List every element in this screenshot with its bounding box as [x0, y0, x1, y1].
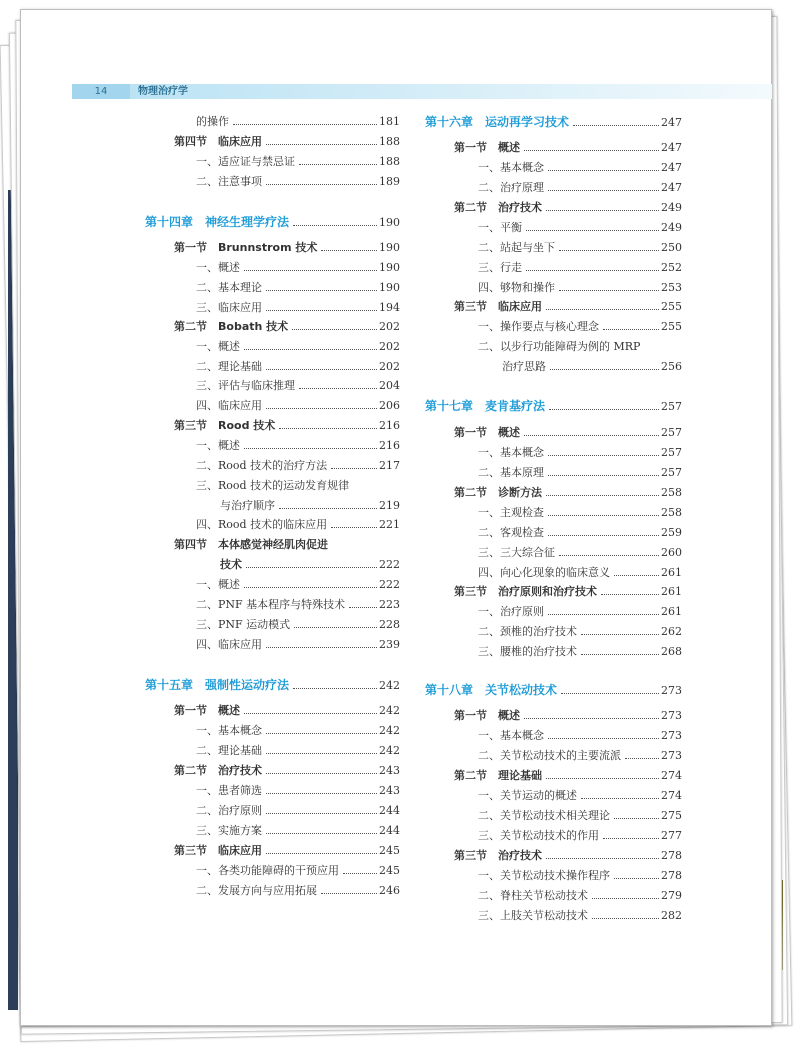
toc-item-entry [196, 616, 400, 635]
toc-section-entry [454, 847, 682, 866]
toc-page-number: 188 [379, 155, 400, 168]
toc-item-entry [478, 338, 640, 357]
toc-entry-title: 四、向心化现象的临床意义 [478, 566, 610, 579]
dot-leader [266, 310, 377, 311]
dot-leader [548, 190, 659, 191]
toc-entry-title: 二、基本理论 [196, 281, 262, 294]
toc-section-entry [454, 424, 682, 443]
toc-page-number: 222 [379, 558, 400, 571]
dot-leader [321, 893, 377, 894]
dot-leader [244, 270, 377, 271]
toc-entry-title: 第二节 治疗技术 [454, 201, 542, 214]
dot-leader [526, 270, 659, 271]
toc-entry-title: 第一节 概述 [174, 704, 240, 717]
toc-page-number: 245 [379, 844, 400, 857]
toc-entry-title: 二、理论基础 [196, 744, 262, 757]
toc-page-number: 252 [661, 261, 682, 274]
toc-page-number: 247 [661, 116, 682, 129]
toc-section-entry [454, 484, 682, 503]
toc-page-number: 242 [379, 679, 400, 692]
toc-entry-title: 一、基本概念 [196, 724, 262, 737]
toc-entry-title: 三、腰椎的治疗技术 [478, 645, 577, 658]
toc-entry-title: 第二节 诊断方法 [454, 486, 542, 499]
dot-leader [321, 250, 377, 251]
toc-page-number: 219 [379, 499, 400, 512]
toc-entry-title: 第十八章 关节松动技术 [425, 683, 558, 697]
toc-item-entry [196, 516, 400, 535]
dot-leader [548, 475, 659, 476]
toc-item-entry [478, 747, 682, 766]
toc-page-number: 253 [661, 281, 682, 294]
toc-entry-title: 一、概述 [196, 261, 240, 274]
toc-section-entry [454, 767, 682, 786]
dot-leader [266, 369, 377, 370]
dot-leader [266, 833, 377, 834]
toc-page-number: 258 [661, 506, 682, 519]
toc-page-number: 217 [379, 459, 400, 472]
dot-leader [524, 150, 659, 151]
toc-entry-title: 二、理论基础 [196, 360, 262, 373]
toc-entry-title: 第二节 治疗技术 [174, 764, 262, 777]
toc-entry-title: 二、关节松动技术的主要流派 [478, 749, 621, 762]
toc-entry-title: 三、Rood 技术的运动发育规律 [196, 479, 350, 492]
toc-item-entry [196, 596, 400, 615]
toc-entry-title: 三、行走 [478, 261, 522, 274]
toc-entry-title: 二、PNF 基本程序与特殊技术 [196, 598, 346, 611]
toc-item-entry [478, 279, 682, 298]
toc-page-number: 206 [379, 399, 400, 412]
dot-leader [548, 535, 659, 536]
dot-leader [294, 627, 377, 628]
toc-page-number: 249 [661, 221, 682, 234]
toc-page-number: 244 [379, 824, 400, 837]
toc-item-entry [196, 437, 400, 456]
toc-page-number: 242 [379, 744, 400, 757]
toc-item-entry [196, 822, 400, 841]
toc-page-number: 273 [661, 749, 682, 762]
dot-leader [266, 184, 377, 185]
toc-item-entry [196, 862, 400, 881]
dot-leader [244, 587, 377, 588]
toc-page-number: 216 [379, 419, 400, 432]
dot-leader [550, 369, 659, 370]
toc-section-entry [174, 702, 400, 721]
toc-chapter-entry [425, 397, 682, 416]
dot-leader [581, 634, 659, 635]
toc-entry-title: 第一节 概述 [454, 141, 520, 154]
toc-page-number: 188 [379, 135, 400, 148]
dot-leader [246, 567, 377, 568]
toc-item-entry [196, 338, 400, 357]
toc-item-entry [478, 867, 682, 886]
toc-page-number: 245 [379, 864, 400, 877]
toc-entry-title: 第一节 概述 [454, 709, 520, 722]
toc-entry-title: 第三节 临床应用 [174, 844, 262, 857]
toc-item-entry [478, 787, 682, 806]
toc-item-entry [478, 603, 682, 622]
dot-leader [293, 688, 377, 689]
toc-item-entry [478, 259, 682, 278]
running-header [72, 84, 772, 99]
toc-chapter-entry [145, 213, 400, 232]
toc-item-entry [196, 299, 400, 318]
dot-leader [266, 753, 377, 754]
dot-leader [546, 495, 659, 496]
dot-leader [601, 594, 659, 595]
toc-item-entry [196, 477, 349, 496]
toc-page-number: 246 [379, 884, 400, 897]
toc-item-entry [478, 464, 682, 483]
toc-entry-title: 一、各类功能障碍的干预应用 [196, 864, 339, 877]
toc-entry-title: 一、操作要点与核心理念 [478, 320, 599, 333]
toc-item-entry [478, 887, 682, 906]
toc-item-entry [196, 722, 400, 741]
dot-leader [549, 409, 659, 410]
toc-entry-title: 一、患者筛选 [196, 784, 262, 797]
toc-entry-title: 三、临床应用 [196, 301, 262, 314]
dot-leader [299, 164, 377, 165]
dot-leader [614, 575, 659, 576]
toc-section-entry [454, 583, 682, 602]
toc-item-entry [196, 377, 400, 396]
toc-page-number: 274 [661, 769, 682, 782]
toc-entry-title: 第十七章 麦肯基疗法 [425, 399, 546, 413]
toc-page-number: 261 [661, 605, 682, 618]
dot-leader [293, 225, 377, 226]
toc-entry-title: 一、关节松动技术操作程序 [478, 869, 610, 882]
dot-leader [266, 290, 377, 291]
dot-leader [573, 125, 659, 126]
dot-leader [331, 468, 377, 469]
toc-item-entry [478, 807, 682, 826]
toc-entry-title: 第四节 本体感觉神经肌肉促进 [174, 538, 328, 551]
toc-page-number: 247 [661, 181, 682, 194]
toc-section-entry [454, 298, 682, 317]
dot-leader [266, 647, 377, 648]
dot-leader [548, 455, 659, 456]
toc-entry-title: 一、平衡 [478, 221, 522, 234]
toc-entry-title: 第三节 Rood 技术 [174, 419, 276, 432]
toc-page-number: 258 [661, 486, 682, 499]
dot-leader [559, 250, 659, 251]
toc-item-entry [196, 279, 400, 298]
dot-leader [524, 718, 659, 719]
toc-page-number: 223 [379, 598, 400, 611]
toc-page-number: 275 [661, 809, 682, 822]
toc-page-number: 257 [661, 426, 682, 439]
toc-section-entry [454, 707, 682, 726]
dot-leader [266, 773, 377, 774]
toc-page-number: 202 [379, 340, 400, 353]
dot-leader [548, 170, 659, 171]
toc-section-entry [454, 199, 682, 218]
toc-item-entry [478, 907, 682, 926]
dot-leader [331, 527, 377, 528]
toc-item-entry [196, 802, 400, 821]
toc-page-number: 242 [379, 704, 400, 717]
dot-leader [548, 614, 659, 615]
toc-entry-title: 技术 [220, 558, 242, 571]
toc-page-number: 239 [379, 638, 400, 651]
toc-entry-title: 二、治疗原则 [196, 804, 262, 817]
dot-leader [581, 654, 659, 655]
dot-leader [244, 349, 377, 350]
toc-page-number: 204 [379, 379, 400, 392]
toc-page-number: 257 [661, 446, 682, 459]
toc-page-number: 261 [661, 566, 682, 579]
dot-leader [546, 778, 659, 779]
dot-leader [526, 230, 659, 231]
toc-entry-title: 二、站起与坐下 [478, 241, 555, 254]
toc-page-number: 190 [379, 281, 400, 294]
toc-page-number: 273 [661, 729, 682, 742]
toc-entry-title: 一、关节运动的概述 [478, 789, 577, 802]
dot-leader [266, 144, 377, 145]
toc-page-number: 274 [661, 789, 682, 802]
dot-leader [548, 515, 659, 516]
toc-entry-title: 治疗思路 [502, 360, 546, 373]
toc-page-number: 190 [379, 261, 400, 274]
dot-leader [546, 210, 659, 211]
dot-leader [266, 733, 377, 734]
toc-page-number: 189 [379, 175, 400, 188]
toc-entry-title: 三、三大综合征 [478, 546, 555, 559]
toc-entry-title: 四、Rood 技术的临床应用 [196, 518, 328, 531]
dot-leader [266, 813, 377, 814]
toc-item-entry [196, 457, 400, 476]
toc-section-entry [220, 556, 400, 575]
toc-page-number: 277 [661, 829, 682, 842]
dot-leader [292, 329, 377, 330]
toc-entry-title: 三、上肢关节松动技术 [478, 909, 588, 922]
toc-chapter-entry [145, 676, 400, 695]
toc-entry-title: 四、临床应用 [196, 399, 262, 412]
toc-entry-title: 与治疗顺序 [220, 499, 275, 512]
dot-leader [625, 758, 659, 759]
toc-item-entry [196, 173, 400, 192]
toc-entry-title: 一、基本概念 [478, 161, 544, 174]
toc-page-number: 228 [379, 618, 400, 631]
toc-page-number: 262 [661, 625, 682, 638]
dot-leader [279, 428, 377, 429]
toc-item-entry [478, 504, 682, 523]
toc-page-number: 282 [661, 909, 682, 922]
dot-leader [561, 693, 659, 694]
toc-entry-title: 第三节 临床应用 [454, 300, 542, 313]
toc-entry-title: 三、关节松动技术的作用 [478, 829, 599, 842]
toc-entry-title: 四、临床应用 [196, 638, 262, 651]
toc-item-entry [196, 113, 400, 132]
dot-leader [266, 853, 377, 854]
dot-leader [603, 838, 659, 839]
toc-item-entry [196, 782, 400, 801]
toc-item-entry [502, 358, 682, 377]
toc-chapter-entry [425, 681, 682, 700]
toc-entry-title: 第一节 概述 [454, 426, 520, 439]
toc-page-number: 202 [379, 360, 400, 373]
toc-page-number: 279 [661, 889, 682, 902]
toc-item-entry [478, 727, 682, 746]
toc-page-number: 261 [661, 585, 682, 598]
toc-item-entry [196, 576, 400, 595]
toc-entry-title: 第一节 Brunnstrom 技术 [174, 241, 318, 254]
dot-leader [524, 435, 659, 436]
toc-page-number: 255 [661, 320, 682, 333]
toc-section-entry [454, 139, 682, 158]
toc-item-entry [196, 742, 400, 761]
header-book-title: 物理治疗学 [138, 86, 188, 97]
dot-leader [559, 290, 659, 291]
toc-entry-title: 第三节 治疗技术 [454, 849, 542, 862]
toc-entry-title: 第十四章 神经生理学疗法 [145, 215, 290, 229]
toc-page-number: 250 [661, 241, 682, 254]
toc-page-number: 278 [661, 849, 682, 862]
dot-leader [299, 388, 377, 389]
toc-item-entry [196, 397, 400, 416]
dot-leader [266, 408, 377, 409]
header-page-number: 14 [72, 84, 130, 99]
dot-leader [233, 124, 377, 125]
toc-page-number: 256 [661, 360, 682, 373]
toc-item-entry [478, 179, 682, 198]
toc-item-entry [478, 444, 682, 463]
toc-page-number: 247 [661, 141, 682, 154]
toc-section-entry [174, 536, 328, 555]
toc-item-entry [478, 159, 682, 178]
toc-item-entry [478, 564, 682, 583]
toc-entry-title: 二、脊柱关节松动技术 [478, 889, 588, 902]
toc-entry-title: 第三节 治疗原则和治疗技术 [454, 585, 597, 598]
toc-entry-title: 二、关节松动技术相关理论 [478, 809, 610, 822]
dot-leader [343, 873, 377, 874]
toc-item-entry [478, 623, 682, 642]
toc-item-entry [478, 219, 682, 238]
toc-entry-title: 二、客观检查 [478, 526, 544, 539]
toc-entry-title: 一、适应证与禁忌证 [196, 155, 295, 168]
toc-item-entry [196, 259, 400, 278]
toc-page-number: 190 [379, 241, 400, 254]
toc-entry-title: 一、概述 [196, 340, 240, 353]
toc-entry-title: 三、评估与临床推理 [196, 379, 295, 392]
toc-entry-title: 一、概述 [196, 578, 240, 591]
dot-leader [349, 607, 377, 608]
toc-page-number: 216 [379, 439, 400, 452]
toc-entry-title: 一、基本概念 [478, 446, 544, 459]
toc-section-entry [174, 842, 400, 861]
toc-page-number: 222 [379, 578, 400, 591]
toc-entry-title: 二、颈椎的治疗技术 [478, 625, 577, 638]
dot-leader [546, 858, 659, 859]
toc-page-number: 244 [379, 804, 400, 817]
toc-page-number: 249 [661, 201, 682, 214]
toc-page-number: 257 [661, 400, 682, 413]
toc-entry-title: 一、基本概念 [478, 729, 544, 742]
toc-page-number: 243 [379, 764, 400, 777]
toc-page-number: 259 [661, 526, 682, 539]
dot-leader [266, 793, 377, 794]
toc-page-number: 278 [661, 869, 682, 882]
toc-entry-title: 二、注意事项 [196, 175, 262, 188]
toc-page-number: 260 [661, 546, 682, 559]
toc-entry-title: 二、发展方向与应用拓展 [196, 884, 317, 897]
toc-item-entry [196, 636, 400, 655]
toc-entry-title: 的操作 [196, 115, 229, 128]
dot-leader [548, 738, 659, 739]
toc-page-number: 242 [379, 724, 400, 737]
toc-item-entry [220, 497, 400, 516]
toc-entry-title: 一、概述 [196, 439, 240, 452]
dot-leader [614, 878, 659, 879]
toc-page-number: 257 [661, 466, 682, 479]
dot-leader [244, 713, 377, 714]
toc-page-number: 273 [661, 709, 682, 722]
toc-entry-title: 四、够物和操作 [478, 281, 555, 294]
toc-section-entry [174, 762, 400, 781]
toc-item-entry [478, 544, 682, 563]
toc-section-entry [174, 239, 400, 258]
toc-item-entry [478, 318, 682, 337]
toc-entry-title: 二、Rood 技术的治疗方法 [196, 459, 328, 472]
toc-item-entry [196, 358, 400, 377]
toc-item-entry [478, 239, 682, 258]
toc-item-entry [478, 827, 682, 846]
dot-leader [592, 918, 659, 919]
toc-page-number: 268 [661, 645, 682, 658]
toc-entry-title: 一、主观检查 [478, 506, 544, 519]
toc-entry-title: 二、治疗原理 [478, 181, 544, 194]
dot-leader [559, 555, 659, 556]
toc-page-number: 255 [661, 300, 682, 313]
toc-page-number: 190 [379, 216, 400, 229]
toc-entry-title: 三、实施方案 [196, 824, 262, 837]
toc-page-number: 194 [379, 301, 400, 314]
dot-leader [592, 898, 659, 899]
toc-entry-title: 第二节 Bobath 技术 [174, 320, 289, 333]
toc-entry-title: 第十五章 强制性运动疗法 [145, 678, 290, 692]
toc-page-number: 202 [379, 320, 400, 333]
toc-section-entry [174, 133, 400, 152]
dot-leader [614, 818, 659, 819]
toc-entry-title: 第十六章 运动再学习技术 [425, 115, 570, 129]
toc-section-entry [174, 417, 400, 436]
toc-item-entry [478, 643, 682, 662]
toc-entry-title: 三、PNF 运动模式 [196, 618, 291, 631]
dot-leader [279, 508, 377, 509]
toc-entry-title: 二、以步行功能障碍为例的 MRP [478, 340, 641, 353]
toc-chapter-entry [425, 113, 682, 132]
toc-entry-title: 第二节 理论基础 [454, 769, 542, 782]
toc-entry-title: 一、治疗原则 [478, 605, 544, 618]
toc-page-number: 181 [379, 115, 400, 128]
toc-item-entry [196, 882, 400, 901]
dot-leader [546, 309, 659, 310]
toc-page-number: 243 [379, 784, 400, 797]
toc-page-number: 247 [661, 161, 682, 174]
toc-page-number: 221 [379, 518, 400, 531]
dot-leader [581, 798, 659, 799]
dot-leader [603, 329, 659, 330]
dot-leader [244, 448, 377, 449]
toc-entry-title: 二、基本原理 [478, 466, 544, 479]
toc-section-entry [174, 318, 400, 337]
toc-entry-title: 第四节 临床应用 [174, 135, 262, 148]
toc-item-entry [196, 153, 400, 172]
toc-item-entry [478, 524, 682, 543]
toc-page-number: 273 [661, 684, 682, 697]
